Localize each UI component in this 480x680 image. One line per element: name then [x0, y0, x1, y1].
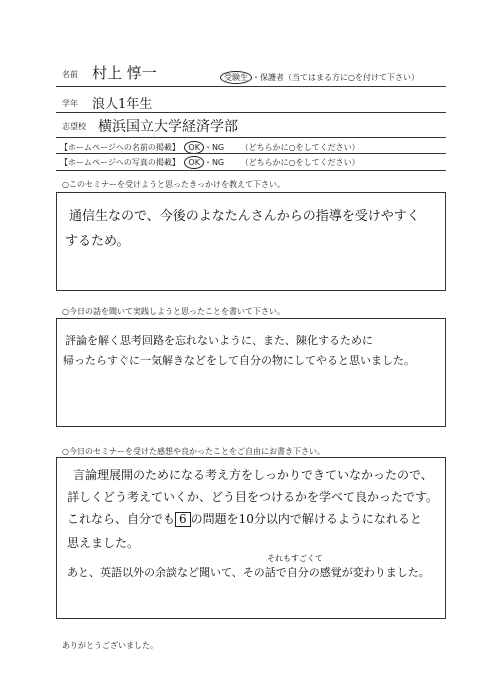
name-value: 村上 惇一 — [92, 64, 157, 82]
grade-label: 学年 — [62, 99, 78, 108]
q3-answer-line-4: 思えました。 — [67, 536, 140, 550]
consent-note: （どちらかに○をしてください） — [240, 158, 360, 167]
role-examinee-circled: 受験生 — [220, 71, 252, 84]
consent-photo-ng: NG — [211, 158, 225, 167]
grade-value: 浪人1年生 — [92, 97, 153, 112]
school-label: 志望校 — [62, 122, 86, 131]
name-label: 名前 — [62, 70, 78, 79]
q2-answer-line-2: 帰ったらすぐに一気解きなどをして自分の物にしてやると思いました。 — [63, 354, 415, 367]
consent-divider — [56, 153, 446, 154]
consent-photo-ok-circled: OK — [184, 156, 204, 169]
school-underline — [56, 137, 446, 138]
consent-name-ng: NG — [211, 143, 225, 152]
consent-name-label: 【ホームページへの名前の掲載】 — [60, 143, 180, 152]
role-rest: ・保護者（当てはまる方に○を付けて下さい） — [252, 73, 419, 82]
q3-answer-box — [56, 457, 446, 619]
q2-answer-line-1: 評論を解く思考回路を忘れないように、また、陳化するために — [65, 334, 373, 347]
q1-answer-box — [56, 192, 446, 291]
q3-answer-line-5: あと、英語以外の余談など聞いて、その話で自分の感覚が変わりました。 — [67, 566, 430, 579]
consent-sep: ・ — [203, 143, 212, 152]
q3-insertion-note: それもすごくて — [267, 554, 323, 563]
q2-prompt: ○今日の話を聞いて実践しようと思ったことを書いて下さい。 — [62, 307, 285, 316]
consent-photo-row — [60, 156, 360, 169]
role-selector — [220, 71, 419, 84]
q3-answer-line-3 — [67, 510, 422, 527]
q1-prompt: ○このセミナーを受けようと思ったきっかけを教えて下さい。 — [62, 180, 285, 189]
q3-prompt: ○今日のセミナーを受けた感想や良かったことをご自由にお書き下さい。 — [62, 447, 325, 456]
consent-sep: ・ — [203, 158, 212, 167]
q2-answer-box — [56, 318, 446, 427]
q1-answer-line-1: 通信生なので、今後のよなたんさんからの指導を受けやすく — [69, 209, 420, 224]
grade-underline — [56, 112, 446, 113]
q1-answer-line-2: するため。 — [65, 234, 130, 249]
q3-answer-line-1: 言論理展開のためになる考え方をしっかりできていなかったので、 — [73, 468, 433, 482]
q3-answer-line-2: 詳しくどう考えていくか、どう目をつけるかを学べて良かったです。 — [67, 490, 439, 504]
q3-line3-pre: これなら、自分でも — [67, 512, 176, 526]
thanks-text: ありがとうございました。 — [62, 641, 158, 650]
q3-line3-post: の問題を10分以内で解けるようになれると — [190, 512, 422, 526]
name-underline — [56, 86, 446, 87]
consent-note: （どちらかに○をしてください） — [240, 143, 360, 152]
consent-name-ok-circled: OK — [184, 141, 204, 154]
q3-problem-number-boxed: 6 — [175, 512, 191, 527]
consent-photo-label: 【ホームページへの写真の掲載】 — [60, 158, 180, 167]
school-value: 横浜国立大学経済学部 — [98, 119, 238, 135]
consent-underline — [56, 170, 446, 171]
